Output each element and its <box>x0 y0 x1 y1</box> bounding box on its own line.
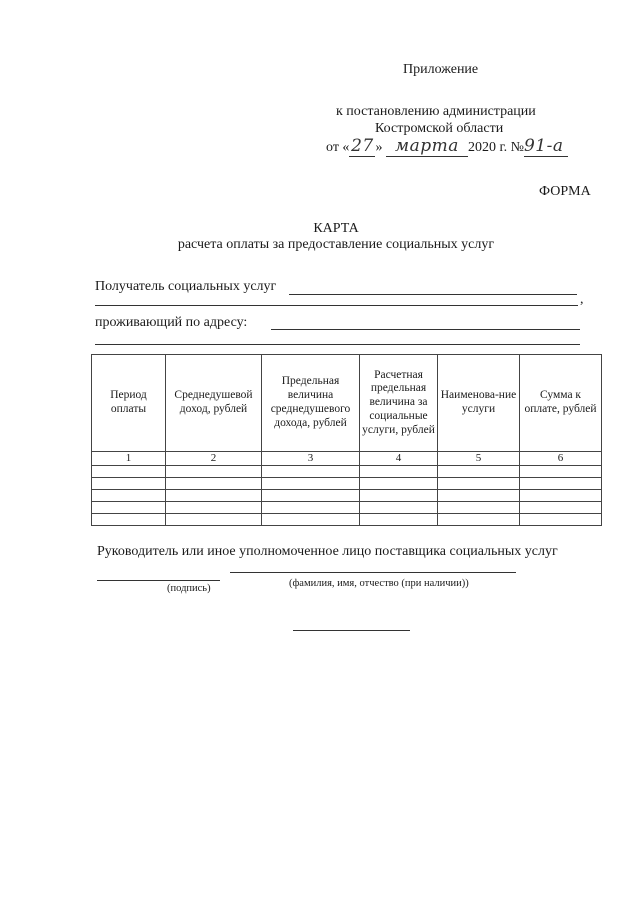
document-title: КАРТА <box>313 221 359 236</box>
name-caption: (фамилия, имя, отчество (при наличии)) <box>289 578 469 589</box>
header-limit-income: Предельная величина среднедушевого дохода, рублей <box>262 355 360 452</box>
date-prefix: от « <box>326 140 350 155</box>
appendix-date-line <box>326 136 568 157</box>
appendix-line2: Костромской области <box>375 121 504 136</box>
date-day: 27 <box>351 136 374 156</box>
table-row <box>92 466 602 478</box>
address-line <box>271 329 580 330</box>
recipient-comma: , <box>580 292 584 307</box>
recipient-line <box>289 294 577 295</box>
table-header-row <box>92 355 602 452</box>
column-number: 4 <box>360 452 438 466</box>
column-number: 6 <box>520 452 602 466</box>
date-year: 2020 г. № <box>467 140 524 155</box>
signature-heading: Руководитель или иное уполномоченное лицо поставщика социальных услуг <box>97 544 558 559</box>
form-label: ФОРМА <box>539 184 591 199</box>
header-amount: Сумма к оплате, рублей <box>520 355 602 452</box>
address-label: проживающий по адресу: <box>95 315 248 330</box>
signature-line <box>97 580 220 581</box>
calculation-table <box>91 354 602 526</box>
appendix-line1: к постановлению администрации <box>336 104 536 119</box>
signature-caption: (подпись) <box>167 583 211 594</box>
column-number: 5 <box>438 452 520 466</box>
appendix-title: Приложение <box>403 62 479 77</box>
document-subtitle: расчета оплаты за предоставление социальных услуг <box>177 237 495 252</box>
table-row <box>92 490 602 502</box>
address-line-2 <box>95 344 580 345</box>
closing-separator <box>293 630 410 631</box>
column-number: 2 <box>166 452 262 466</box>
column-number: 1 <box>92 452 166 466</box>
table-row <box>92 478 602 490</box>
date-mid: » <box>375 140 383 155</box>
table-row <box>92 514 602 526</box>
header-period: Период оплаты <box>92 355 166 452</box>
table-number-row <box>92 452 602 466</box>
header-avg-income: Среднедушевой доход, рублей <box>166 355 262 452</box>
name-line <box>230 572 516 573</box>
header-service-name: Наименова-ние услуги <box>438 355 520 452</box>
recipient-label: Получатель социальных услуг <box>95 279 277 294</box>
column-number: 3 <box>262 452 360 466</box>
date-month: марта <box>386 136 468 157</box>
table-row <box>92 502 602 514</box>
header-calc-limit: Расчетная предельная величина за социальные услуги, рублей <box>360 355 438 452</box>
date-number: 91-а <box>524 136 568 157</box>
recipient-line-2 <box>95 305 578 306</box>
